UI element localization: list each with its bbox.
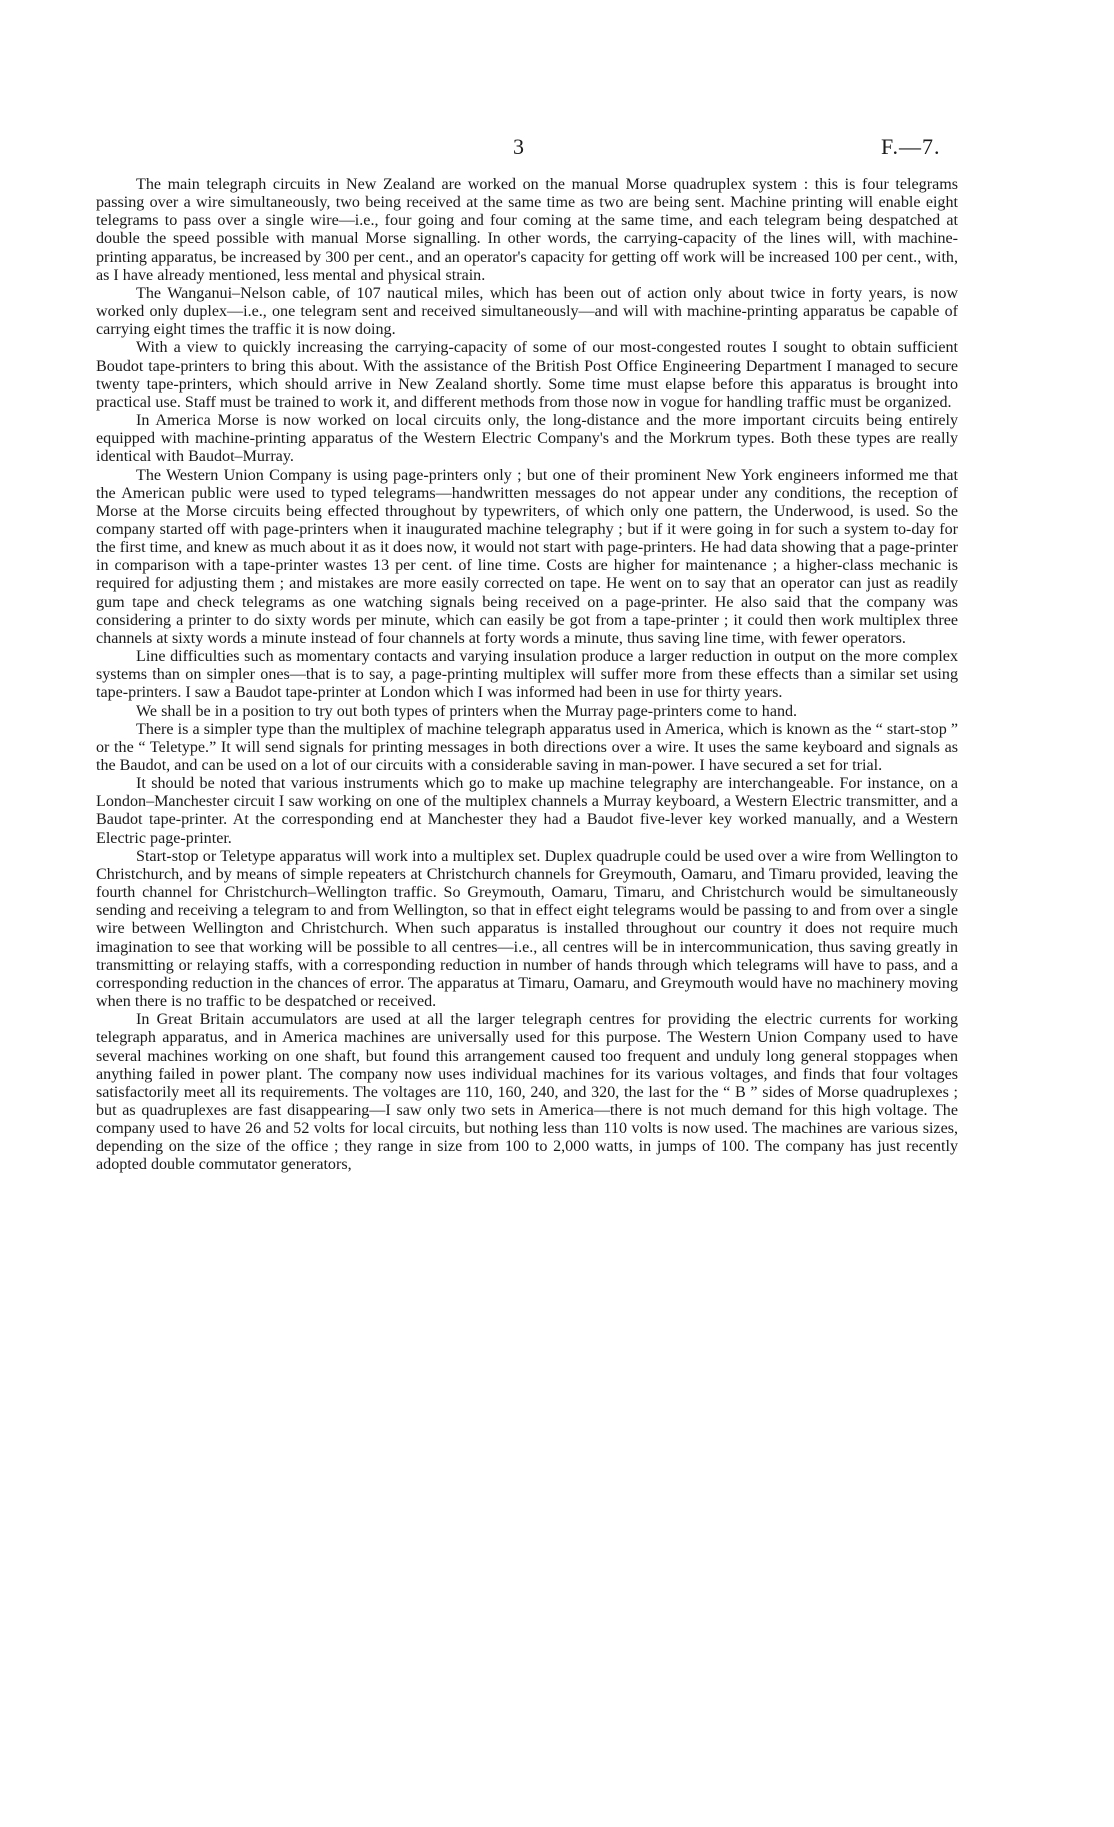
paragraph: There is a simpler type than the multiplex of machine telegraph apparatus used in America, which is known as the “ start-stop ” or the “ Teletype.” It will send signals for printing messages in both directions over a wire. It uses the same keyboard and signals as the Baudot, and can be used on a lot of our circuits with a considerable saving in man-power. I have secured a set for trial. — [96, 720, 958, 774]
paragraph: We shall be in a position to try out both types of printers when the Murray page-printers come to hand. — [136, 702, 798, 720]
page-number: 3 — [513, 134, 524, 159]
paragraph: In America Morse is now worked on local circuits only, the long-distance and the more important circuits being entirely equipped with machine-printing apparatus of the Western Electric Company's and the Morkrum types. Both these types are really identical with Baudot–Murray. — [96, 412, 958, 466]
body-text — [96, 176, 958, 1175]
paragraph: The Wanganui–Nelson cable, of 107 nautical miles, which has been out of action only about twice in forty years, is now worked only duplex—i.e., one telegram sent and received simultaneously—and will with machine-printing apparatus be capable of carrying eight times the traffic it is now doing. — [96, 284, 958, 339]
paragraph: In Great Britain accumulators are used at all the larger telegraph centres for providing the electric currents for working telegraph apparatus, and in America machines are universally used for this purpose. The Western Union Company used to have several machines working on one shaft, but found this arrangement caused too frequent and unduly long general stoppages when anything failed in power plant. The company now uses individual machines for its various voltages, and finds that four voltages satisfactorily meet all its requirements. The voltages are 110, 160, 240, and 320, the last for the “ B ” sides of Morse quadruplexes ; but as quadruplexes are fast disappearing—I saw only two sets in America—there is not much demand for this high voltage. The company used to have 26 and 52 volts for local circuits, but nothing less than 110 volts is now used. The machines are various sizes, depending on the size of the office ; they range in size from 100 to 2,000 watts, in jumps of 100. The company has just recently adopted double commutator generators, — [96, 1011, 958, 1174]
page-header — [0, 134, 1114, 164]
paragraph: Line difficulties such as momentary contacts and varying insulation produce a larger reduction in output on the more complex systems than on simpler ones—that is to say, a page-printing multiplex will suffer more from these effects than a similar set using tape-printers. I saw a Baudot tape-printer at London which I was informed had been in use for thirty years. — [96, 648, 958, 702]
paragraph: It should be noted that various instruments which go to make up machine telegraphy are interchangeable. For instance, on a London–Manchester circuit I saw working on one of the multiplex channels a Murray keyboard, a Western Electric transmitter, and a Baudot tape-printer. At the corresponding end at Manchester they had a Baudot five-lever key worked manually, and a Western Electric page-printer. — [96, 775, 958, 847]
paragraph: The main telegraph circuits in New Zealand are worked on the manual Morse quadruplex system : this is four telegrams passing over a wire simultaneously, two being received at the same time as two are being sent. Machine printing will enable eight telegrams to pass over a single wire—i.e., four going and four coming at the same time, and each telegram being despatched at double the speed possible with manual Morse signalling. In other words, the carrying-capacity of the lines will, with machine-printing apparatus, be increased by 300 per cent., and an operator's capacity for getting off work will be increased 100 per cent., with, as I have already mentioned, less mental and physical strain. — [96, 176, 958, 284]
document-reference: F.—7. — [881, 134, 941, 159]
paragraph: Start-stop or Teletype apparatus will work into a multiplex set. Duplex quadruple could be used over a wire from Wellington to Christchurch, and by means of simple repeaters at Christchurch channels for Greymouth, Oamaru, and Timaru provided, leaving the fourth channel for Christchurch–Wellington traffic. So Greymouth, Oamaru, Timaru, and Christchurch would be simultaneously sending and receiving a telegram to and from Wellington, so that in effect eight telegrams would be passing to and from over a single wire between Wellington and Christchurch. When such apparatus is installed throughout our country it does not require much imagination to see that working will be possible to all centres—i.e., all centres will be in intercommunication, thus saving greatly in transmitting or relaying staffs, with a corresponding reduction in number of hands through which telegrams will have to pass, and a corresponding reduction in the chances of error. The apparatus at Timaru, Oamaru, and Greymouth would have no machinery moving when there is no traffic to be despatched or received. — [96, 847, 958, 1011]
paragraph: The Western Union Company is using page-printers only ; but one of their prominent New York engineers informed me that the American public were used to typed telegrams—handwritten messages do not appear under any conditions, the reception of Morse at the Morse circuits being effected throughout by typewriters, of which only one pattern, the Underwood, is used. So the company started off with page-printers when it inaugurated machine telegraphy ; but if it were going in for such a system to-day for the first time, and knew as much about it as it does now, it would not start with page-printers. He had data showing that a page-printer in comparison with a tape-printer wastes 13 per cent. of line time. Costs are higher for maintenance ; a higher-class mechanic is required for adjusting them ; and mistakes are more easily corrected on tape. He went on to say that an operator can just as readily gum tape and check telegrams as one watching signals being received on a page-printer. He also said that the company was considering a printer to do sixty words per minute, which can easily be got from a tape-printer ; it could then work multiplex three channels at sixty words a minute instead of four channels at forty words a minute, thus saving line time, with fewer operators. — [96, 466, 958, 647]
paragraph: With a view to quickly increasing the carrying-capacity of some of our most-congested routes I sought to obtain sufficient Boudot tape-printers to bring this about. With the assistance of the British Post Office Engineering Department I managed to secure twenty tape-printers, which should arrive in New Zealand shortly. Some time must elapse before this apparatus is brought into practical use. Staff must be trained to work it, and different methods from those now in vogue for handling traffic must be organized. — [96, 339, 958, 411]
